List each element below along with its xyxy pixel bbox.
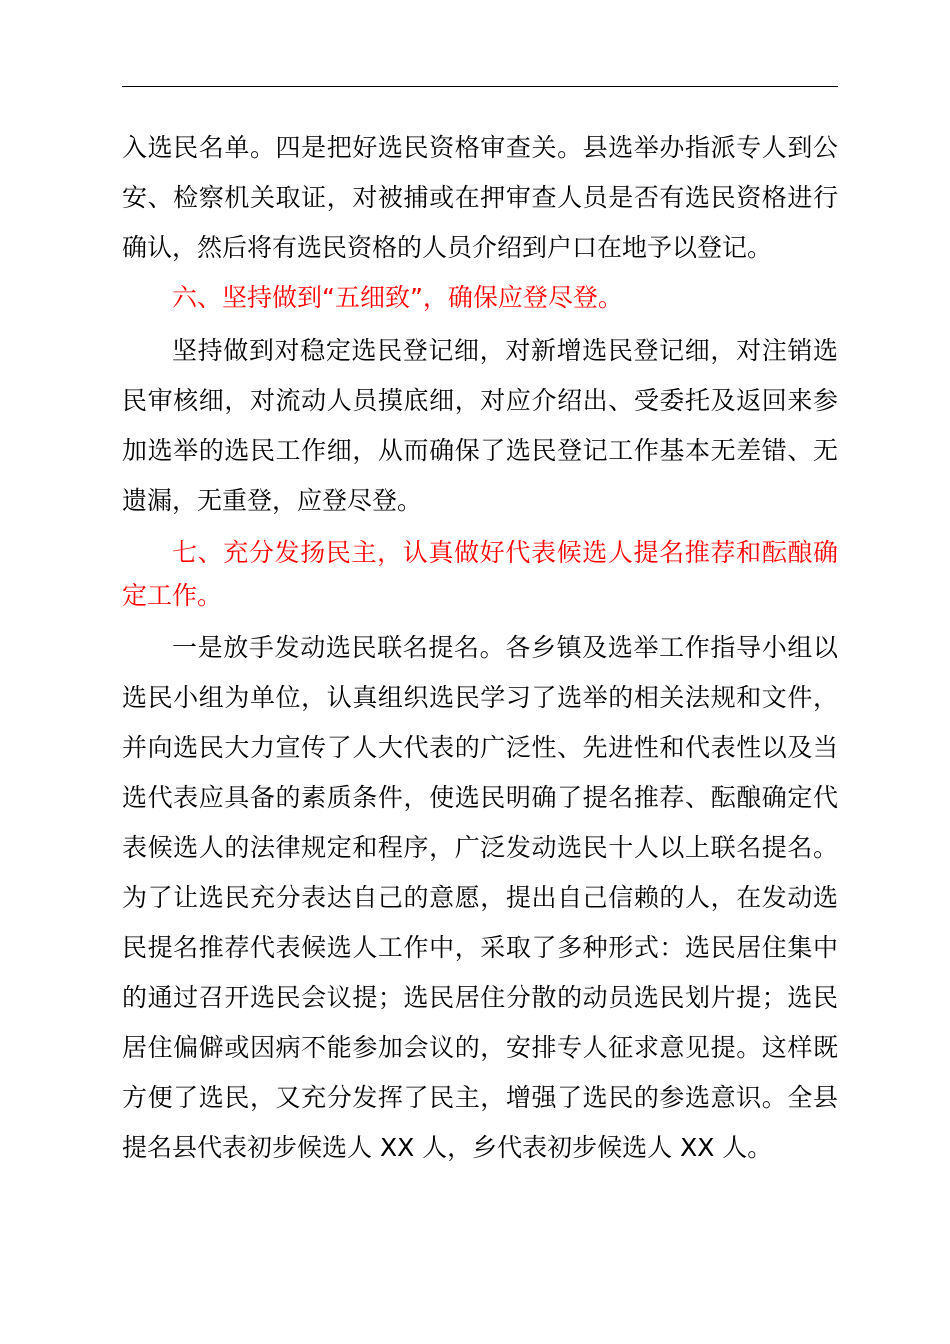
section-heading-seven: 七、充分发扬民主，认真做好代表候选人提名推荐和酝酿确定工作。 xyxy=(122,538,838,610)
paragraph-nomination: 一是放手发动选民联名提名。各乡镇及选举工作指导小组以选民小组为单位，认真组织选民学习了选举的相关法规和文件，并向选民大力宣传了人大代表的广泛性、先进性和代表性以及当选代表应具备的素质条件，使选民明确了提名推荐、酝酿确定代表候选人的法律规定和程序，广泛发动选民十人以上联名提名。为了让选民充分表达自己的意愿，提出自己信赖的人，在发动选民提名推荐代表候选人工作中，采取了多种形式：选民居住集中的通过召开选民会议提；选民居住分散的动员选民划片提；选民居住偏僻或因病不能参加会议的，安排专人征求意见提。这样既方便了选民，又充分发挥了民主，增强了选民的参选意识。全县提名县代表初步候选人 XX 人，乡代表初步候选人 XX 人。 xyxy=(122,633,838,1162)
paragraph-five-details: 坚持做到对稳定选民登记细，对新增选民登记细，对注销选民审核细，对流动人员摸底细，对应介绍出、受委托及返回来参加选举的选民工作细，从而确保了选民登记工作基本无差错、无遗漏，无重登，应登尽登。 xyxy=(122,336,838,515)
section-heading-six: 六、坚持做到“五细致”，确保应登尽登。 xyxy=(172,283,623,312)
paragraph-voter-list: 入选民名单。四是把好选民资格审查关。县选举办指派专人到公安、检察机关取证，对被捕或在押审查人员是否有选民资格进行确认，然后将有选民资格的人员介绍到户口在地予以登记。 xyxy=(122,133,838,262)
document-body xyxy=(122,123,838,1173)
header-rule xyxy=(122,86,838,87)
